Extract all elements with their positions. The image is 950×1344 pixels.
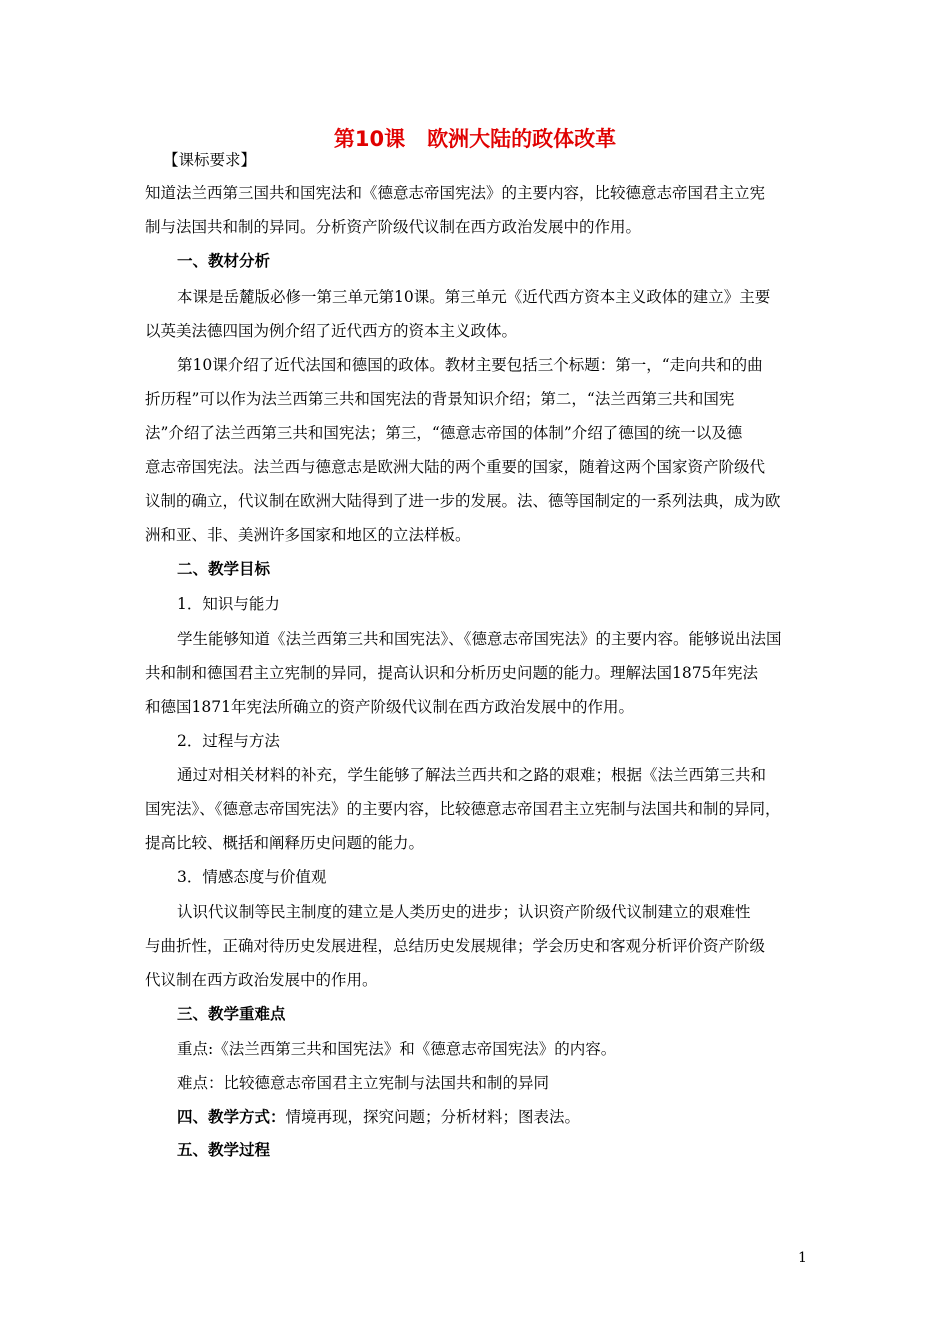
- text-line: 议制的确立，代议制在欧洲大陆得到了进一步的发展。法、德等国制定的一系列法典，成为欧: [145, 492, 781, 510]
- text-line: 与曲折性，正确对待历史发展进程，总结历史发展规律；学会历史和客观分析评价资产阶级: [145, 937, 766, 955]
- text-line: 代议制在西方政治发展中的作用。: [145, 971, 378, 989]
- page-number: 1: [798, 1250, 807, 1266]
- text-line: 国宪法》、《德意志帝国宪法》的主要内容，比较德意志帝国君主立宪制与法国共和制的异同，: [145, 800, 781, 818]
- lesson-name: 欧洲大陆的政体改革: [427, 127, 617, 151]
- section-heading-label: 四、教学方式：: [177, 1108, 286, 1126]
- text-line: 意志帝国宪法。法兰西与德意志是欧洲大陆的两个重要的国家，随着这两个国家资产阶级代: [145, 458, 766, 476]
- text-line: 【课标要求】: [163, 151, 257, 169]
- section-heading-inline: [177, 1107, 580, 1127]
- text-line: 通过对相关材料的补充，学生能够了解法兰西共和之路的艰难；根据《法兰西第三共和: [177, 766, 767, 784]
- text-line: 知道法兰西第三国共和国宪法和《德意志帝国宪法》的主要内容，比较德意志帝国君主立宪: [145, 184, 766, 202]
- section-heading-text: 情境再现，探究问题；分析材料；图表法。: [285, 1108, 581, 1126]
- section-heading: 二、教学目标: [177, 560, 271, 578]
- text-line: 学生能够知道《法兰西第三共和国宪法》、《德意志帝国宪法》的主要内容。能够说出法国: [177, 630, 782, 648]
- text-line: 以英美法德四国为例介绍了近代西方的资本主义政体。: [145, 322, 518, 340]
- text-line: 本课是岳麓版必修一第三单元第10课。第三单元《近代西方资本主义政体的建立》主要: [177, 288, 771, 306]
- text-line: 洲和亚、非、美洲许多国家和地区的立法样板。: [145, 526, 471, 544]
- section-heading: 五、教学过程: [177, 1141, 271, 1159]
- text-line: 共和制和德国君主立宪制的异同，提高认识和分析历史问题的能力。理解法国1875年宪法: [145, 664, 758, 682]
- text-line: 折历程”可以作为法兰西第三共和国宪法的背景知识介绍；第二，“法兰西第三共和国宪: [145, 390, 735, 408]
- section-heading: 三、教学重难点: [177, 1005, 286, 1023]
- text-line: 第10课介绍了近代法国和德国的政体。教材主要包括三个标题：第一，“走向共和的曲: [177, 356, 763, 374]
- text-line: 2．过程与方法: [177, 732, 280, 750]
- lesson-number: 第10课: [333, 127, 406, 151]
- text-line: 认识代议制等民主制度的建立是人类历史的进步；认识资产阶级代议制建立的艰难性: [177, 903, 751, 921]
- text-line: 3．情感态度与价值观: [177, 868, 327, 886]
- text-line: 和德国1871年宪法所确立的资产阶级代议制在西方政治发展中的作用。: [145, 698, 634, 716]
- text-line: 难点：比较德意志帝国君主立宪制与法国共和制的异同: [177, 1074, 550, 1092]
- text-line: 法”介绍了法兰西第三共和国宪法；第三，“德意志帝国的体制”介绍了德国的统一以及德: [145, 424, 743, 442]
- text-line: 提高比较、概括和阐释历史问题的能力。: [145, 834, 425, 852]
- lesson-title: [0, 123, 950, 153]
- text-line: 1．知识与能力: [177, 595, 280, 613]
- section-heading: 一、教材分析: [177, 252, 271, 270]
- text-line: 重点:《法兰西第三共和国宪法》和《德意志帝国宪法》的内容。: [177, 1040, 617, 1058]
- text-line: 制与法国共和制的异同。分析资产阶级代议制在西方政治发展中的作用。: [145, 218, 642, 236]
